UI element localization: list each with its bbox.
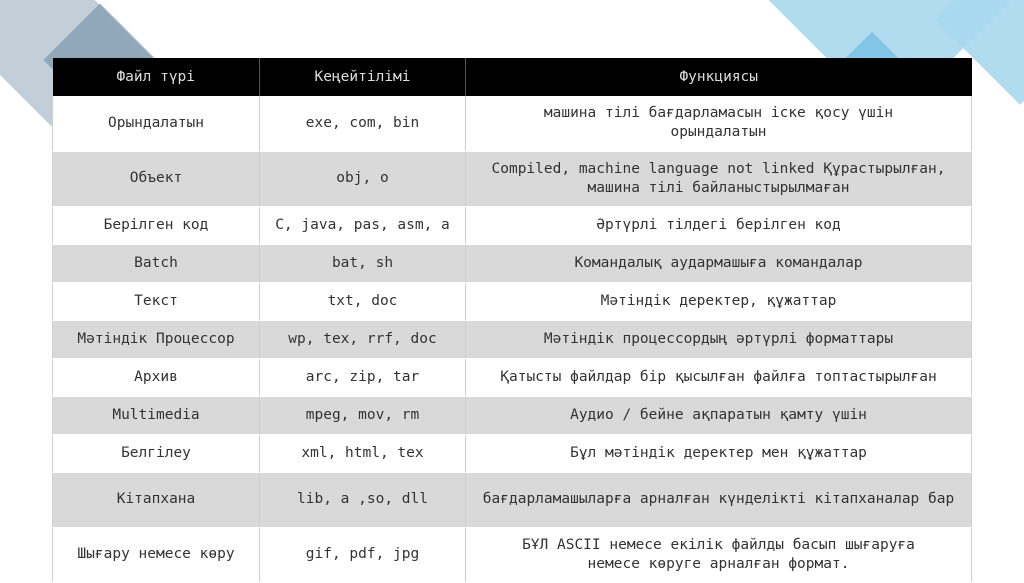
cell-type: Batch [53, 244, 260, 282]
table-header-row [53, 58, 972, 96]
cell-type: Multimedia [53, 396, 260, 434]
cell-func: Бұл мәтіндік деректер мен құжаттар [466, 434, 972, 472]
table-row [53, 434, 972, 472]
cell-func: Қатысты файлдар бір қысылған файлға топтастырылған [466, 358, 972, 396]
cell-type: Орындалатын [53, 96, 260, 151]
cell-ext: arc, zip, tar [260, 358, 466, 396]
cell-type: Мәтіндік Процессор [53, 320, 260, 358]
table-row [53, 96, 972, 151]
cell-func: Аудио / бейне ақпаратын қамту үшін [466, 396, 972, 434]
cell-func: БҰЛ ASCII немесе екілік файлды басып шығаруға немесе көруге арналған формат. [466, 527, 972, 582]
cell-func: Мәтіндік деректер, құжаттар [466, 282, 972, 320]
cell-type: Кітапхана [53, 472, 260, 527]
cell-type: Шығару немесе көру [53, 527, 260, 582]
table-row [53, 244, 972, 282]
cell-type: Архив [53, 358, 260, 396]
cell-type: Текст [53, 282, 260, 320]
table-row [53, 151, 972, 206]
cell-ext: obj, o [260, 151, 466, 206]
cell-func: Мәтіндік процессордың әртүрлі форматтары [466, 320, 972, 358]
table-row [53, 472, 972, 527]
cell-ext: exe, com, bin [260, 96, 466, 151]
cell-ext: gif, pdf, jpg [260, 527, 466, 582]
cell-func: Әртүрлі тілдегі берілген код [466, 206, 972, 244]
cell-ext: bat, sh [260, 244, 466, 282]
header-extension: Кеңейтілімі [260, 58, 466, 96]
header-function: Функциясы [466, 58, 972, 96]
table-row [53, 206, 972, 244]
table-row [53, 320, 972, 358]
cell-ext: txt, doc [260, 282, 466, 320]
header-file-type: Файл түрі [53, 58, 260, 96]
cell-ext: xml, html, tex [260, 434, 466, 472]
file-types-table [52, 58, 972, 583]
cell-ext: wp, tex, rrf, doc [260, 320, 466, 358]
cell-func: Командалық аудармашыға командалар [466, 244, 972, 282]
cell-func: машина тілі бағдарламасын іске қосу үшін орындалатын [466, 96, 972, 151]
cell-ext: mpeg, mov, rm [260, 396, 466, 434]
cell-ext: lib, a ,so, dll [260, 472, 466, 527]
table-row [53, 396, 972, 434]
table-row [53, 358, 972, 396]
cell-type: Берілген код [53, 206, 260, 244]
cell-type: Объект [53, 151, 260, 206]
cell-func: бағдарламашыларға арналған күнделікті кітапханалар бар [466, 472, 972, 527]
cell-func: Compiled, machine language not linked Құрастырылған, машина тілі байланыстырылмаған [466, 151, 972, 206]
table-row [53, 282, 972, 320]
cell-type: Белгілеу [53, 434, 260, 472]
cell-ext: C, java, pas, asm, a [260, 206, 466, 244]
